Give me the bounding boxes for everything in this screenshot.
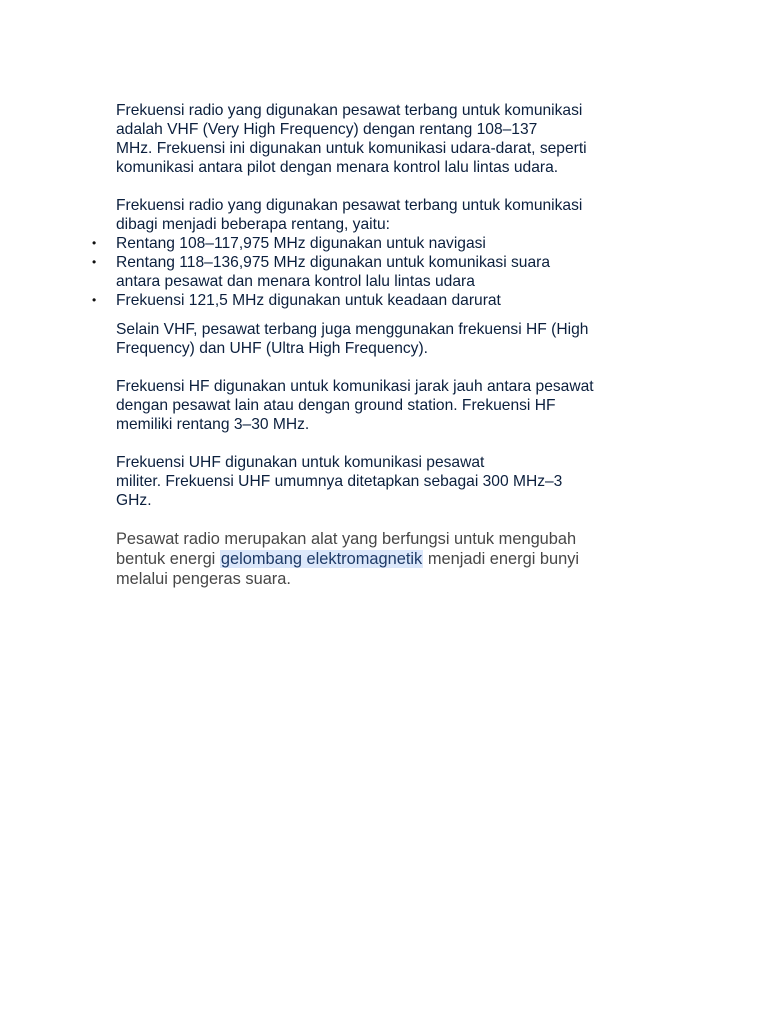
text-line: militer. Frekuensi UHF umumnya ditetapkan sebagai 300 MHz–3: [116, 473, 563, 490]
paragraph-hf: [116, 377, 656, 434]
text-segment: bentuk energi: [116, 550, 220, 568]
text-segment: menjadi energi bunyi: [423, 550, 580, 568]
text-line: Frekuensi HF digunakan untuk komunikasi jarak jauh antara pesawat: [116, 378, 594, 395]
list-item-text: Frekuensi 121,5 MHz digunakan untuk keadaan darurat: [116, 292, 501, 309]
text-line: MHz. Frekuensi ini digunakan untuk komunikasi udara-darat, seperti: [116, 140, 587, 157]
text-line: dibagi menjadi beberapa rentang, yaitu:: [116, 216, 390, 233]
paragraph-hf-uhf: [116, 320, 656, 358]
list-item: [92, 234, 656, 253]
frequency-range-list: [92, 234, 656, 310]
text-line: memiliki rentang 3–30 MHz.: [116, 416, 310, 433]
list-item-text: antara pesawat dan menara kontrol lalu lintas udara: [116, 273, 475, 290]
bullet-icon: •: [92, 236, 97, 250]
text-line: Frekuensi radio yang digunakan pesawat terbang untuk komunikasi: [116, 102, 583, 119]
paragraph-uhf: [116, 453, 656, 510]
text-line: komunikasi antara pilot dengan menara kontrol lalu lintas udara.: [116, 159, 559, 176]
paragraph-vhf-intro: [116, 101, 656, 177]
text-line: adalah VHF (Very High Frequency) dengan rentang 108–137: [116, 121, 538, 138]
list-item-text: Rentang 118–136,975 MHz digunakan untuk komunikasi suara: [116, 254, 551, 271]
text-line: Pesawat radio merupakan alat yang berfungsi untuk mengubah: [116, 530, 577, 548]
paragraph-radio-definition: [116, 529, 656, 589]
text-line: Selain VHF, pesawat terbang juga menggunakan frekuensi HF (High: [116, 321, 589, 338]
list-item: [92, 291, 656, 310]
text-line: Frequency) dan UHF (Ultra High Frequency).: [116, 340, 428, 357]
bullet-icon: •: [92, 293, 97, 307]
text-line: Frekuensi radio yang digunakan pesawat terbang untuk komunikasi: [116, 197, 583, 214]
list-item: [92, 253, 656, 291]
text-line: GHz.: [116, 492, 152, 509]
document-page: [92, 101, 656, 589]
text-line: Frekuensi UHF digunakan untuk komunikasi pesawat: [116, 454, 485, 471]
list-item-text: Rentang 108–117,975 MHz digunakan untuk navigasi: [116, 235, 486, 252]
text-line: [116, 549, 656, 569]
paragraph-ranges-intro: [116, 196, 656, 234]
highlighted-link[interactable]: gelombang elektromagnetik: [220, 550, 423, 568]
bullet-icon: •: [92, 255, 97, 269]
text-line: dengan pesawat lain atau dengan ground station. Frekuensi HF: [116, 397, 556, 414]
text-line: melalui pengeras suara.: [116, 570, 291, 588]
